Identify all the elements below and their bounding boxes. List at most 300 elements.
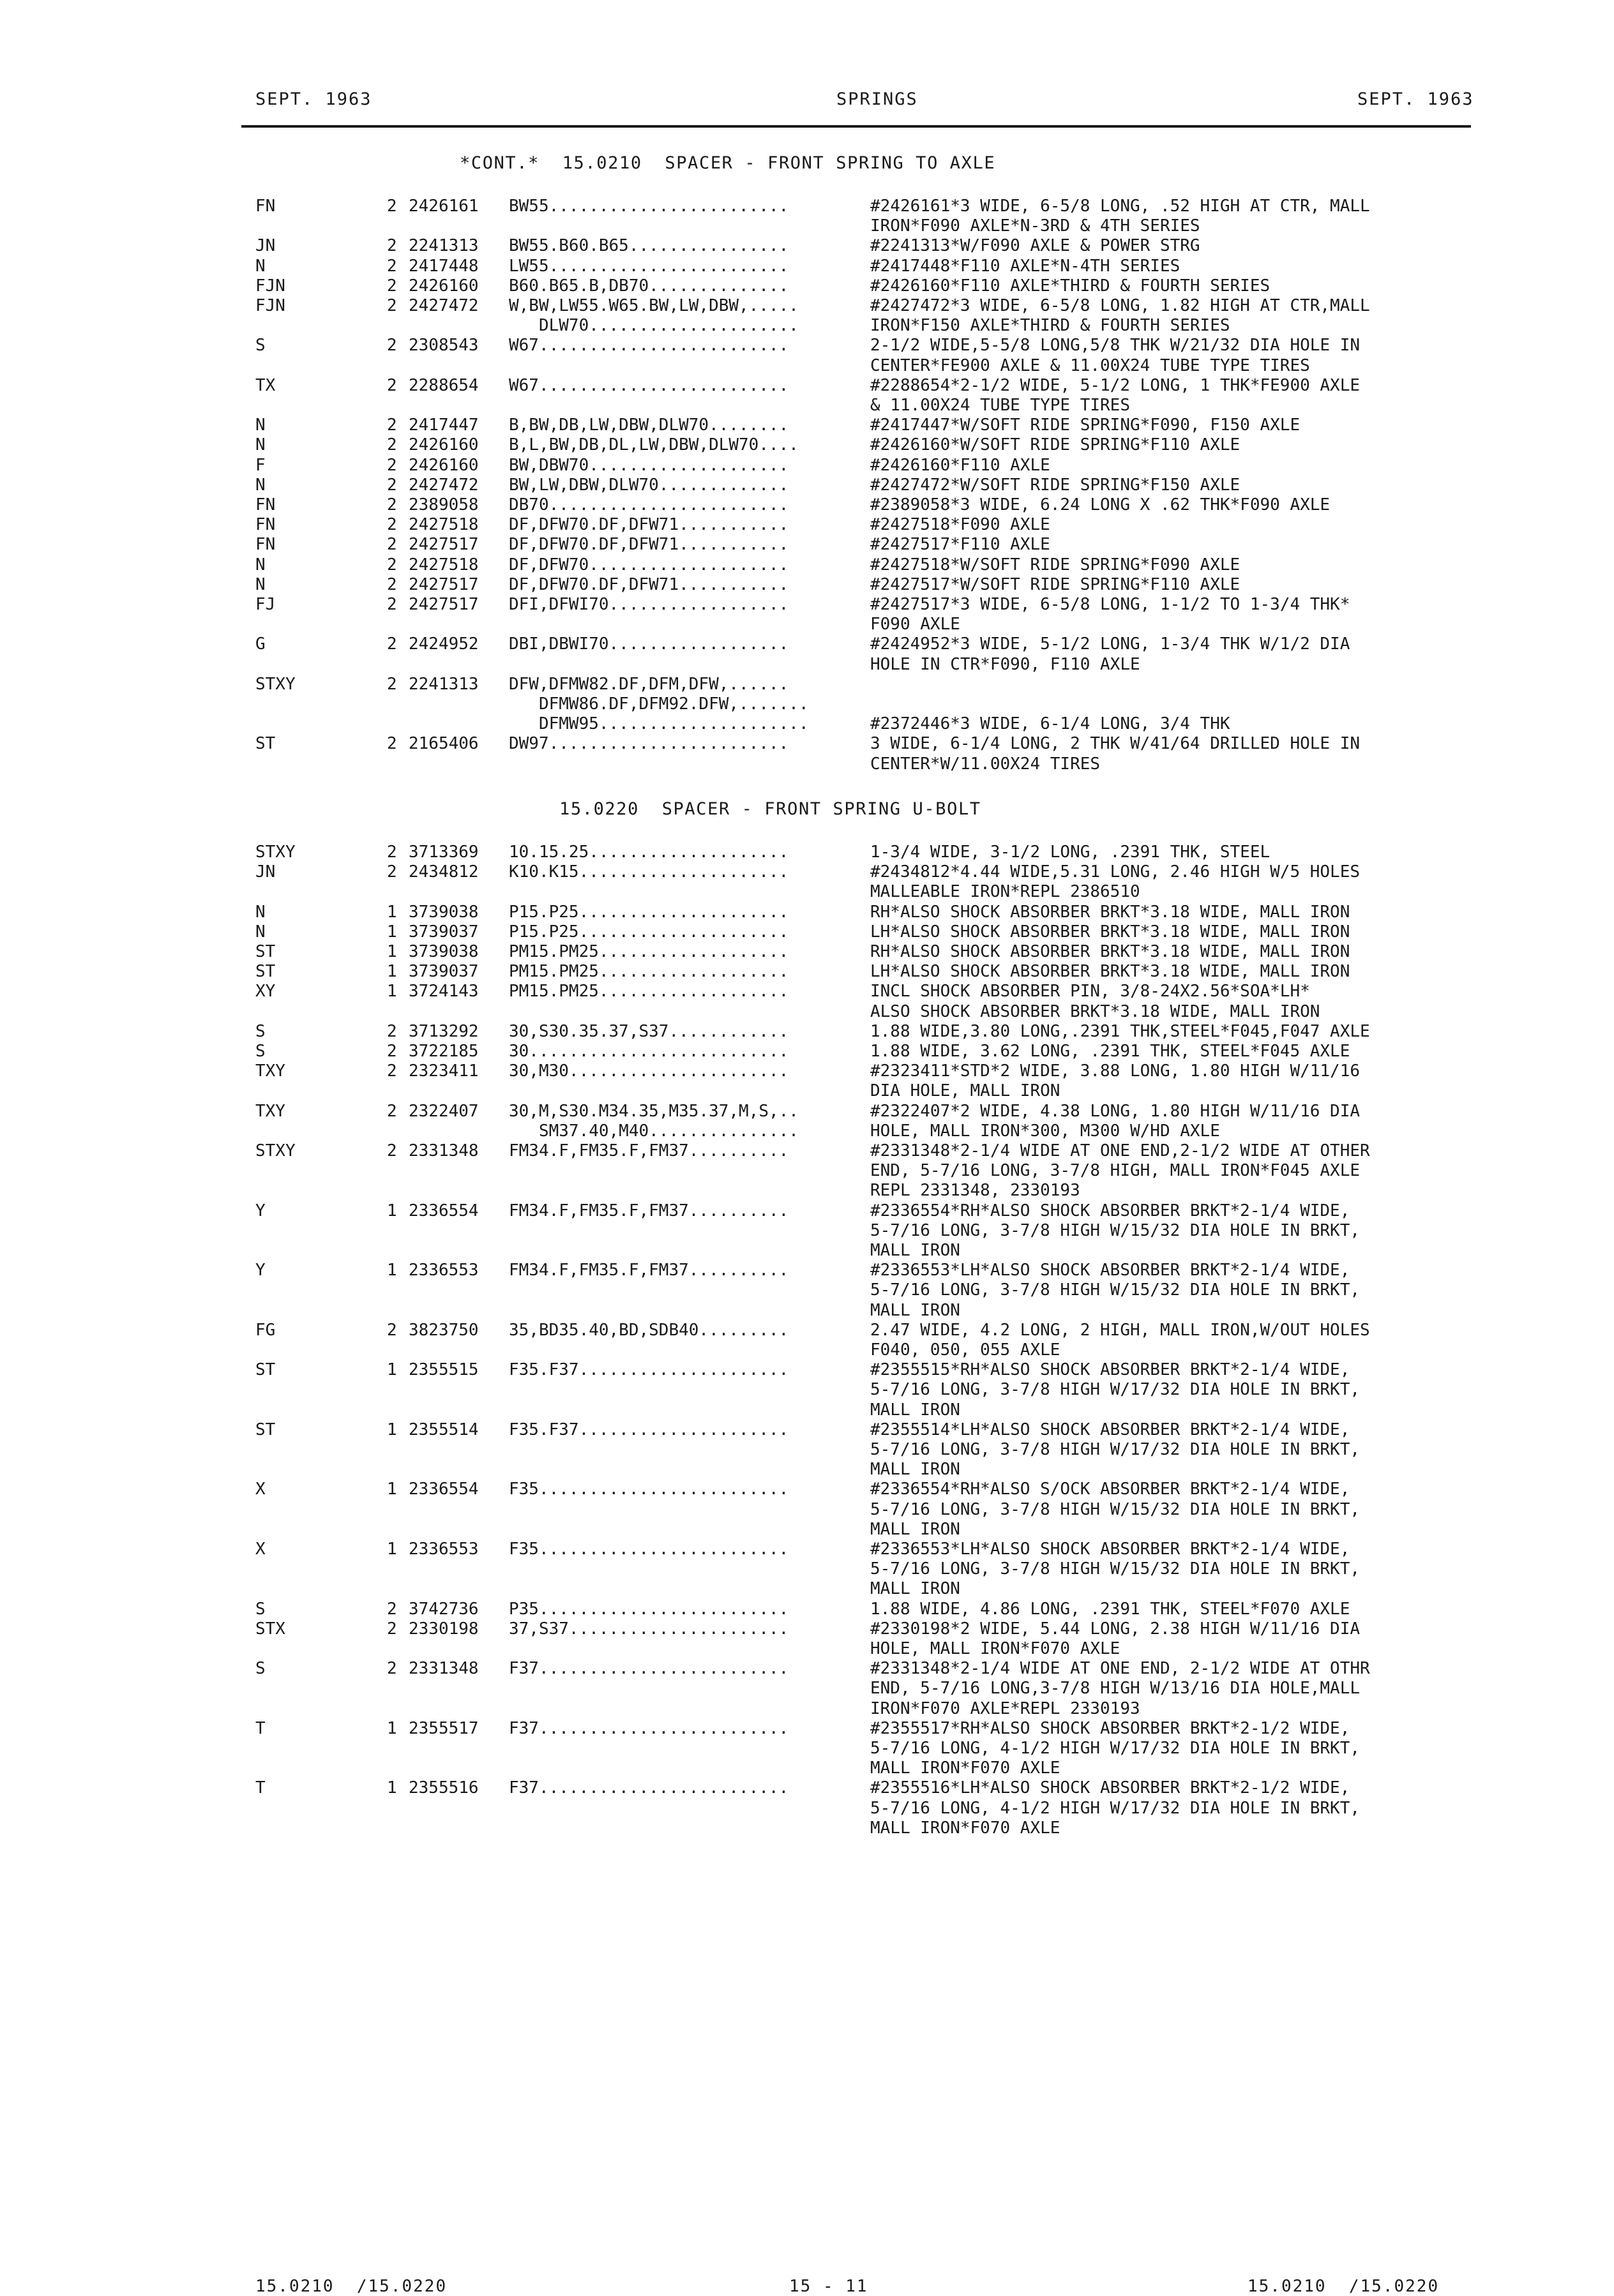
model-applicability: B,L,BW,DB,DL,LW,DBW,DLW70....	[509, 435, 799, 455]
part-row	[0, 843, 1614, 862]
part-number: 2331348	[409, 1659, 479, 1679]
part-number: 3739038	[409, 902, 479, 922]
series-code: N	[255, 555, 266, 574]
part-description: 5-7/16 LONG, 3-7/8 HIGH W/15/32 DIA HOLE IN BRKT,	[870, 1280, 1361, 1300]
part-row	[0, 575, 1614, 595]
part-description: #2355514*LH*ALSO SHOCK ABSORBER BRKT*2-1/4 WIDE,	[870, 1420, 1350, 1439]
model-applicability: 30..........................	[509, 1042, 789, 1061]
part-number: 2427517	[409, 595, 479, 614]
part-row	[0, 1420, 1614, 1480]
model-applicability: 30,S30.35.37,S37............	[509, 1021, 789, 1041]
model-applicability: DBI,DBWI70..................	[509, 634, 789, 654]
quantity: 2	[387, 1141, 397, 1160]
model-applicability: DFI,DFWI70..................	[509, 595, 789, 614]
series-code: S	[255, 1042, 266, 1061]
series-code: N	[255, 475, 266, 495]
quantity: 1	[387, 962, 397, 982]
part-row	[0, 1102, 1614, 1141]
model-applicability: B60.B65.B,DB70..............	[509, 276, 789, 296]
model-applicability: PM15.PM25...................	[509, 982, 789, 1002]
model-applicability: DF,DFW70....................	[509, 555, 789, 574]
part-description: HOLE, MALL IRON*300, M300 W/HD AXLE	[870, 1121, 1220, 1141]
part-row	[0, 296, 1614, 336]
part-description: LH*ALSO SHOCK ABSORBER BRKT*3.18 WIDE, MALL IRON	[870, 922, 1350, 942]
series-code: F	[255, 455, 266, 475]
series-code: G	[255, 634, 266, 654]
series-code: FN	[255, 535, 276, 555]
part-description: MALLEABLE IRON*REPL 2386510	[870, 882, 1140, 902]
part-row	[0, 197, 1614, 236]
quantity: 1	[387, 982, 397, 1002]
quantity: 2	[387, 495, 397, 514]
series-code: STX	[255, 1619, 285, 1639]
series-code: FN	[255, 495, 276, 514]
part-row	[0, 336, 1614, 375]
quantity: 2	[387, 236, 397, 256]
model-applicability: FM34.F,FM35.F,FM37..........	[509, 1261, 789, 1280]
quantity: 2	[387, 1599, 397, 1619]
series-code: S	[255, 1659, 266, 1679]
part-number: 2336553	[409, 1540, 479, 1559]
part-number: 2336553	[409, 1261, 479, 1280]
part-row	[0, 456, 1614, 476]
part-description: LH*ALSO SHOCK ABSORBER BRKT*3.18 WIDE, MALL IRON	[870, 962, 1350, 982]
quantity: 1	[387, 1201, 397, 1220]
part-description: MALL IRON*F070 AXLE	[870, 1759, 1060, 1778]
model-applicability: SM37.40,M40...............	[509, 1121, 799, 1141]
quantity: 2	[387, 296, 397, 315]
model-applicability: W67.........................	[509, 375, 789, 395]
part-row	[0, 734, 1614, 774]
part-description: RH*ALSO SHOCK ABSORBER BRKT*3.18 WIDE, MALL IRON	[870, 902, 1350, 922]
part-description: #2417447*W/SOFT RIDE SPRING*F090, F150 AXLE	[870, 416, 1301, 435]
model-applicability: F35.F37.....................	[509, 1420, 789, 1439]
part-description: #2241313*W/F090 AXLE & POWER STRG	[870, 236, 1200, 256]
part-row	[0, 634, 1614, 674]
part-description: #2427518*W/SOFT RIDE SPRING*F090 AXLE	[870, 555, 1241, 574]
part-number: 2323411	[409, 1062, 479, 1081]
model-applicability: P15.P25.....................	[509, 902, 789, 922]
quantity: 2	[387, 595, 397, 614]
part-number: 2389058	[409, 495, 479, 514]
model-applicability: BW55........................	[509, 197, 789, 216]
part-number: 3713292	[409, 1021, 479, 1041]
series-code: ST	[255, 734, 276, 754]
series-code: JN	[255, 862, 276, 882]
part-number: 2355515	[409, 1360, 479, 1380]
part-description: #2426160*F110 AXLE	[870, 455, 1050, 475]
part-description: #2427472*W/SOFT RIDE SPRING*F150 AXLE	[870, 475, 1241, 495]
part-description: 1.88 WIDE, 3.62 LONG, .2391 THK, STEEL*F045 AXLE	[870, 1042, 1350, 1061]
part-row	[0, 515, 1614, 535]
header-left-date: SEPT. 1963	[255, 89, 372, 109]
part-description: #2424952*3 WIDE, 5-1/2 LONG, 1-3/4 THK W/1/2 DIA	[870, 634, 1350, 654]
part-description: HOLE, MALL IRON*F070 AXLE	[870, 1639, 1120, 1658]
part-description: #2288654*2-1/2 WIDE, 5-1/2 LONG, 1 THK*FE900 AXLE	[870, 375, 1361, 395]
quantity: 2	[387, 515, 397, 535]
part-description: #2355516*LH*ALSO SHOCK ABSORBER BRKT*2-1/2 WIDE,	[870, 1778, 1350, 1798]
part-row	[0, 1659, 1614, 1719]
model-applicability: DB70........................	[509, 495, 789, 514]
part-description: #2434812*4.44 WIDE,5.31 LONG, 2.46 HIGH W/5 HOLES	[870, 862, 1361, 882]
part-row	[0, 1022, 1614, 1042]
series-code: STXY	[255, 843, 296, 862]
model-applicability: 10.15.25....................	[509, 843, 789, 862]
header-title: SPRINGS	[836, 89, 918, 109]
quantity: 1	[387, 942, 397, 961]
series-code: Y	[255, 1261, 266, 1280]
part-number: 2330198	[409, 1619, 479, 1639]
part-number: 3739037	[409, 962, 479, 982]
part-description: 3 WIDE, 6-1/4 LONG, 2 THK W/41/64 DRILLED HOLE IN	[870, 734, 1361, 754]
series-code: FJN	[255, 296, 285, 315]
model-applicability: 37,S37......................	[509, 1619, 789, 1639]
part-description: END, 5-7/16 LONG,3-7/8 HIGH W/13/16 DIA HOLE,MALL	[870, 1679, 1361, 1699]
part-row	[0, 257, 1614, 276]
part-number: 2426161	[409, 197, 479, 216]
model-applicability: DFMW86.DF,DFM92.DFW,.......	[509, 694, 809, 714]
quantity: 2	[387, 336, 397, 356]
part-row	[0, 1540, 1614, 1600]
part-description: IRON*F150 AXLE*THIRD & FOURTH SERIES	[870, 316, 1230, 336]
quantity: 2	[387, 435, 397, 455]
part-number: 3742736	[409, 1599, 479, 1619]
part-description: #2330198*2 WIDE, 5.44 LONG, 2.38 HIGH W/11/16 DIA	[870, 1619, 1361, 1639]
model-applicability: DFMW95.....................	[509, 714, 809, 734]
part-number: 2417448	[409, 256, 479, 276]
series-code: S	[255, 1021, 266, 1041]
quantity: 2	[387, 256, 397, 276]
part-description: REPL 2331348, 2330193	[870, 1181, 1080, 1201]
part-row	[0, 1719, 1614, 1779]
series-code: TX	[255, 375, 276, 395]
series-code: TXY	[255, 1101, 285, 1121]
part-description: #2336554*RH*ALSO S/OCK ABSORBER BRKT*2-1/4 WIDE,	[870, 1480, 1350, 1499]
model-applicability: DF,DFW70.DF,DFW71...........	[509, 574, 789, 594]
part-description: INCL SHOCK ABSORBER PIN, 3/8-24X2.56*SOA*LH*	[870, 982, 1310, 1002]
part-number: 2427518	[409, 515, 479, 535]
series-code: N	[255, 435, 266, 455]
part-description: #2427472*3 WIDE, 6-5/8 LONG, 1.82 HIGH AT CTR,MALL	[870, 296, 1370, 315]
series-code: T	[255, 1778, 266, 1798]
quantity: 2	[387, 843, 397, 862]
part-description: #2389058*3 WIDE, 6.24 LONG X .62 THK*F090 AXLE	[870, 495, 1331, 514]
part-description: IRON*F090 AXLE*N-3RD & 4TH SERIES	[870, 216, 1200, 236]
part-number: 3724143	[409, 982, 479, 1002]
part-number: 2427517	[409, 535, 479, 555]
part-number: 3713369	[409, 843, 479, 862]
series-code: ST	[255, 1420, 276, 1439]
part-description: MALL IRON	[870, 1400, 960, 1420]
part-row	[0, 942, 1614, 962]
part-description: #2336554*RH*ALSO SHOCK ABSORBER BRKT*2-1/4 WIDE,	[870, 1201, 1350, 1220]
series-code: ST	[255, 962, 276, 982]
part-row	[0, 1062, 1614, 1101]
part-description: MALL IRON	[870, 1300, 960, 1320]
part-number: 2322407	[409, 1101, 479, 1121]
model-applicability: F37.........................	[509, 1659, 789, 1679]
header-right-date: SEPT. 1963	[1357, 89, 1474, 109]
part-description: ALSO SHOCK ABSORBER BRKT*3.18 WIDE, MALL IRON	[870, 1002, 1320, 1021]
part-description: #2336553*LH*ALSO SHOCK ABSORBER BRKT*2-1/4 WIDE,	[870, 1261, 1350, 1280]
model-applicability: FM34.F,FM35.F,FM37..........	[509, 1141, 789, 1160]
part-number: 2417447	[409, 416, 479, 435]
quantity: 1	[387, 1480, 397, 1499]
part-row	[0, 276, 1614, 296]
part-description: #2417448*F110 AXLE*N-4TH SERIES	[870, 256, 1180, 276]
series-code: X	[255, 1480, 266, 1499]
series-code: FJN	[255, 276, 285, 296]
part-description: MALL IRON	[870, 1240, 960, 1260]
part-description: MALL IRON	[870, 1460, 960, 1480]
model-applicability: K10.K15.....................	[509, 862, 789, 882]
series-code: N	[255, 256, 266, 276]
series-code: S	[255, 1599, 266, 1619]
model-applicability: F35.F37.....................	[509, 1360, 789, 1380]
part-description: & 11.00X24 TUBE TYPE TIRES	[870, 395, 1130, 415]
part-description: #2355515*RH*ALSO SHOCK ABSORBER BRKT*2-1/4 WIDE,	[870, 1360, 1350, 1380]
part-number: 2241313	[409, 236, 479, 256]
series-code: ST	[255, 942, 276, 961]
part-description: HOLE IN CTR*F090, F110 AXLE	[870, 654, 1140, 674]
series-code: Y	[255, 1201, 266, 1220]
part-row	[0, 862, 1614, 902]
quantity: 2	[387, 674, 397, 694]
part-description: RH*ALSO SHOCK ABSORBER BRKT*3.18 WIDE, MALL IRON	[870, 942, 1350, 961]
model-applicability: LW55........................	[509, 256, 789, 276]
part-row	[0, 1321, 1614, 1360]
part-number: 2426160	[409, 435, 479, 455]
part-description: 1-3/4 WIDE, 3-1/2 LONG, .2391 THK, STEEL	[870, 843, 1271, 862]
part-row	[0, 1141, 1614, 1201]
part-row	[0, 675, 1614, 735]
model-applicability: DF,DFW70.DF,DFW71...........	[509, 515, 789, 535]
part-description: #2372446*3 WIDE, 6-1/4 LONG, 3/4 THK	[870, 714, 1230, 734]
part-description: DIA HOLE, MALL IRON	[870, 1081, 1060, 1101]
footer-right-ref: 15.0210 /15.0220	[1248, 2277, 1440, 2296]
quantity: 1	[387, 1778, 397, 1798]
part-row	[0, 236, 1614, 256]
part-description: #2427517*3 WIDE, 6-5/8 LONG, 1-1/2 TO 1-3/4 THK*	[870, 595, 1350, 614]
part-description: 2-1/2 WIDE,5-5/8 LONG,5/8 THK W/21/32 DIA HOLE IN	[870, 336, 1361, 356]
part-description: 5-7/16 LONG, 4-1/2 HIGH W/17/32 DIA HOLE IN BRKT,	[870, 1798, 1361, 1818]
part-number: 2434812	[409, 862, 479, 882]
series-code: N	[255, 416, 266, 435]
series-code: S	[255, 336, 266, 356]
series-code: JN	[255, 236, 276, 256]
part-number: 2427518	[409, 555, 479, 574]
part-description: 5-7/16 LONG, 3-7/8 HIGH W/17/32 DIA HOLE IN BRKT,	[870, 1380, 1361, 1400]
model-applicability: 35,BD35.40,BD,SDB40.........	[509, 1320, 789, 1340]
quantity: 2	[387, 455, 397, 475]
series-code: N	[255, 922, 266, 942]
series-code: TXY	[255, 1062, 285, 1081]
quantity: 2	[387, 574, 397, 594]
part-row	[0, 476, 1614, 495]
part-row	[0, 1480, 1614, 1540]
part-number: 2427472	[409, 296, 479, 315]
quantity: 2	[387, 197, 397, 216]
quantity: 1	[387, 1420, 397, 1439]
part-row	[0, 435, 1614, 455]
model-applicability: W,BW,LW55.W65.BW,LW,DBW,.....	[509, 296, 799, 315]
part-description: #2322407*2 WIDE, 4.38 LONG, 1.80 HIGH W/11/16 DIA	[870, 1101, 1361, 1121]
part-number: 2427517	[409, 574, 479, 594]
series-code: STXY	[255, 1141, 296, 1160]
quantity: 2	[387, 1101, 397, 1121]
model-applicability: DLW70.....................	[509, 316, 799, 336]
quantity: 2	[387, 862, 397, 882]
part-description: #2427517*W/SOFT RIDE SPRING*F110 AXLE	[870, 574, 1241, 594]
quantity: 2	[387, 734, 397, 754]
quantity: 1	[387, 902, 397, 922]
part-number: 2336554	[409, 1201, 479, 1220]
part-description: CENTER*FE900 AXLE & 11.00X24 TUBE TYPE TIRES	[870, 356, 1310, 375]
part-row	[0, 1201, 1614, 1261]
part-number: 2355514	[409, 1420, 479, 1439]
part-description: 5-7/16 LONG, 3-7/8 HIGH W/15/32 DIA HOLE IN BRKT,	[870, 1220, 1361, 1240]
series-code: ST	[255, 1360, 276, 1380]
part-row	[0, 1042, 1614, 1062]
quantity: 2	[387, 1619, 397, 1639]
part-number: 2427472	[409, 475, 479, 495]
part-description: #2426160*W/SOFT RIDE SPRING*F110 AXLE	[870, 435, 1241, 455]
part-description: IRON*F070 AXLE*REPL 2330193	[870, 1699, 1140, 1718]
part-description: MALL IRON*F070 AXLE	[870, 1818, 1060, 1838]
part-description: 1.88 WIDE, 4.86 LONG, .2391 THK, STEEL*F070 AXLE	[870, 1599, 1350, 1619]
part-row	[0, 595, 1614, 634]
part-description: #2355517*RH*ALSO SHOCK ABSORBER BRKT*2-1/2 WIDE,	[870, 1718, 1350, 1738]
part-description: MALL IRON	[870, 1579, 960, 1599]
model-applicability: BW,DBW70....................	[509, 455, 789, 475]
model-applicability: PM15.PM25...................	[509, 942, 789, 961]
part-number: 2336554	[409, 1480, 479, 1499]
part-description: 1.88 WIDE,3.80 LONG,.2391 THK,STEEL*F045,F047 AXLE	[870, 1021, 1370, 1041]
quantity: 2	[387, 1062, 397, 1081]
quantity: 2	[387, 555, 397, 574]
part-number: 3823750	[409, 1320, 479, 1340]
part-description: #2336553*LH*ALSO SHOCK ABSORBER BRKT*2-1/4 WIDE,	[870, 1540, 1350, 1559]
series-code: XY	[255, 982, 276, 1002]
part-number: 3722185	[409, 1042, 479, 1061]
part-row	[0, 1360, 1614, 1420]
footer-left-ref: 15.0210 /15.0220	[255, 2277, 448, 2296]
part-description: END, 5-7/16 LONG, 3-7/8 HIGH, MALL IRON*F045 AXLE	[870, 1161, 1361, 1181]
part-row	[0, 1619, 1614, 1659]
series-code: N	[255, 902, 266, 922]
quantity: 2	[387, 634, 397, 654]
section-title: *CONT.* 15.0210 SPACER - FRONT SPRING TO AXLE	[460, 153, 996, 173]
series-code: FJ	[255, 595, 276, 614]
series-code: T	[255, 1718, 266, 1738]
part-number: 2355517	[409, 1718, 479, 1738]
part-description: #2323411*STD*2 WIDE, 3.88 LONG, 1.80 HIGH W/11/16	[870, 1062, 1361, 1081]
part-number: 2355516	[409, 1778, 479, 1798]
model-applicability: 30,M30......................	[509, 1062, 789, 1081]
page-number: 15 - 11	[789, 2277, 868, 2296]
quantity: 1	[387, 1540, 397, 1559]
part-number: 2426160	[409, 276, 479, 296]
part-row	[0, 962, 1614, 982]
part-row	[0, 555, 1614, 575]
part-number: 2165406	[409, 734, 479, 754]
section-title: 15.0220 SPACER - FRONT SPRING U-BOLT	[559, 799, 981, 819]
part-description: #2427518*F090 AXLE	[870, 515, 1050, 535]
part-description: CENTER*W/11.00X24 TIRES	[870, 754, 1101, 774]
part-number: 2308543	[409, 336, 479, 356]
part-row	[0, 1261, 1614, 1321]
quantity: 2	[387, 1021, 397, 1041]
quantity: 2	[387, 475, 397, 495]
model-applicability: F35.........................	[509, 1540, 789, 1559]
part-description: 5-7/16 LONG, 3-7/8 HIGH W/17/32 DIA HOLE IN BRKT,	[870, 1439, 1361, 1459]
series-code: N	[255, 574, 266, 594]
part-description: 5-7/16 LONG, 4-1/2 HIGH W/17/32 DIA HOLE IN BRKT,	[870, 1738, 1361, 1758]
part-number: 2288654	[409, 375, 479, 395]
part-description: F090 AXLE	[870, 615, 960, 634]
quantity: 2	[387, 276, 397, 296]
model-applicability: BW,LW,DBW,DLW70.............	[509, 475, 789, 495]
model-applicability: BW55.B60.B65................	[509, 236, 789, 256]
model-applicability: FM34.F,FM35.F,FM37..........	[509, 1201, 789, 1220]
part-description: #2331348*2-1/4 WIDE AT ONE END,2-1/2 WIDE AT OTHER	[870, 1141, 1370, 1160]
series-code: FN	[255, 515, 276, 535]
part-row	[0, 495, 1614, 515]
series-code: FN	[255, 197, 276, 216]
model-applicability: B,BW,DB,LW,DBW,DLW70........	[509, 416, 789, 435]
part-description: 5-7/16 LONG, 3-7/8 HIGH W/15/32 DIA HOLE IN BRKT,	[870, 1499, 1361, 1519]
series-code: FG	[255, 1320, 276, 1340]
quantity: 1	[387, 1360, 397, 1380]
quantity: 2	[387, 375, 397, 395]
quantity: 2	[387, 1659, 397, 1679]
part-description: #2331348*2-1/4 WIDE AT ONE END, 2-1/2 WIDE AT OTHR	[870, 1659, 1370, 1679]
part-number: 2331348	[409, 1141, 479, 1160]
part-description: 5-7/16 LONG, 3-7/8 HIGH W/15/32 DIA HOLE IN BRKT,	[870, 1559, 1361, 1579]
part-number: 2424952	[409, 634, 479, 654]
part-row	[0, 982, 1614, 1021]
quantity: 1	[387, 1261, 397, 1280]
model-applicability: DFW,DFMW82.DF,DFM,DFW,......	[509, 674, 789, 694]
part-number: 2426160	[409, 455, 479, 475]
part-description: #2426160*F110 AXLE*THIRD & FOURTH SERIES	[870, 276, 1271, 296]
model-applicability: F37.........................	[509, 1778, 789, 1798]
model-applicability: PM15.PM25...................	[509, 962, 789, 982]
part-row	[0, 1600, 1614, 1619]
quantity: 1	[387, 1718, 397, 1738]
part-description: #2426161*3 WIDE, 6-5/8 LONG, .52 HIGH AT CTR, MALL	[870, 197, 1370, 216]
quantity: 2	[387, 1042, 397, 1061]
series-code: X	[255, 1540, 266, 1559]
part-number: 2241313	[409, 674, 479, 694]
model-applicability: DW97........................	[509, 734, 789, 754]
model-applicability: W67.........................	[509, 336, 789, 356]
part-row	[0, 1778, 1614, 1838]
quantity: 2	[387, 535, 397, 555]
quantity: 2	[387, 416, 397, 435]
part-row	[0, 535, 1614, 555]
series-code: STXY	[255, 674, 296, 694]
quantity: 2	[387, 1320, 397, 1340]
part-description: #2427517*F110 AXLE	[870, 535, 1050, 555]
model-applicability: P15.P25.....................	[509, 922, 789, 942]
part-number: 3739038	[409, 942, 479, 961]
header-rule	[241, 125, 1471, 128]
model-applicability: F35.........................	[509, 1480, 789, 1499]
part-description: F040, 050, 055 AXLE	[870, 1340, 1060, 1360]
part-row	[0, 903, 1614, 922]
model-applicability: DF,DFW70.DF,DFW71...........	[509, 535, 789, 555]
